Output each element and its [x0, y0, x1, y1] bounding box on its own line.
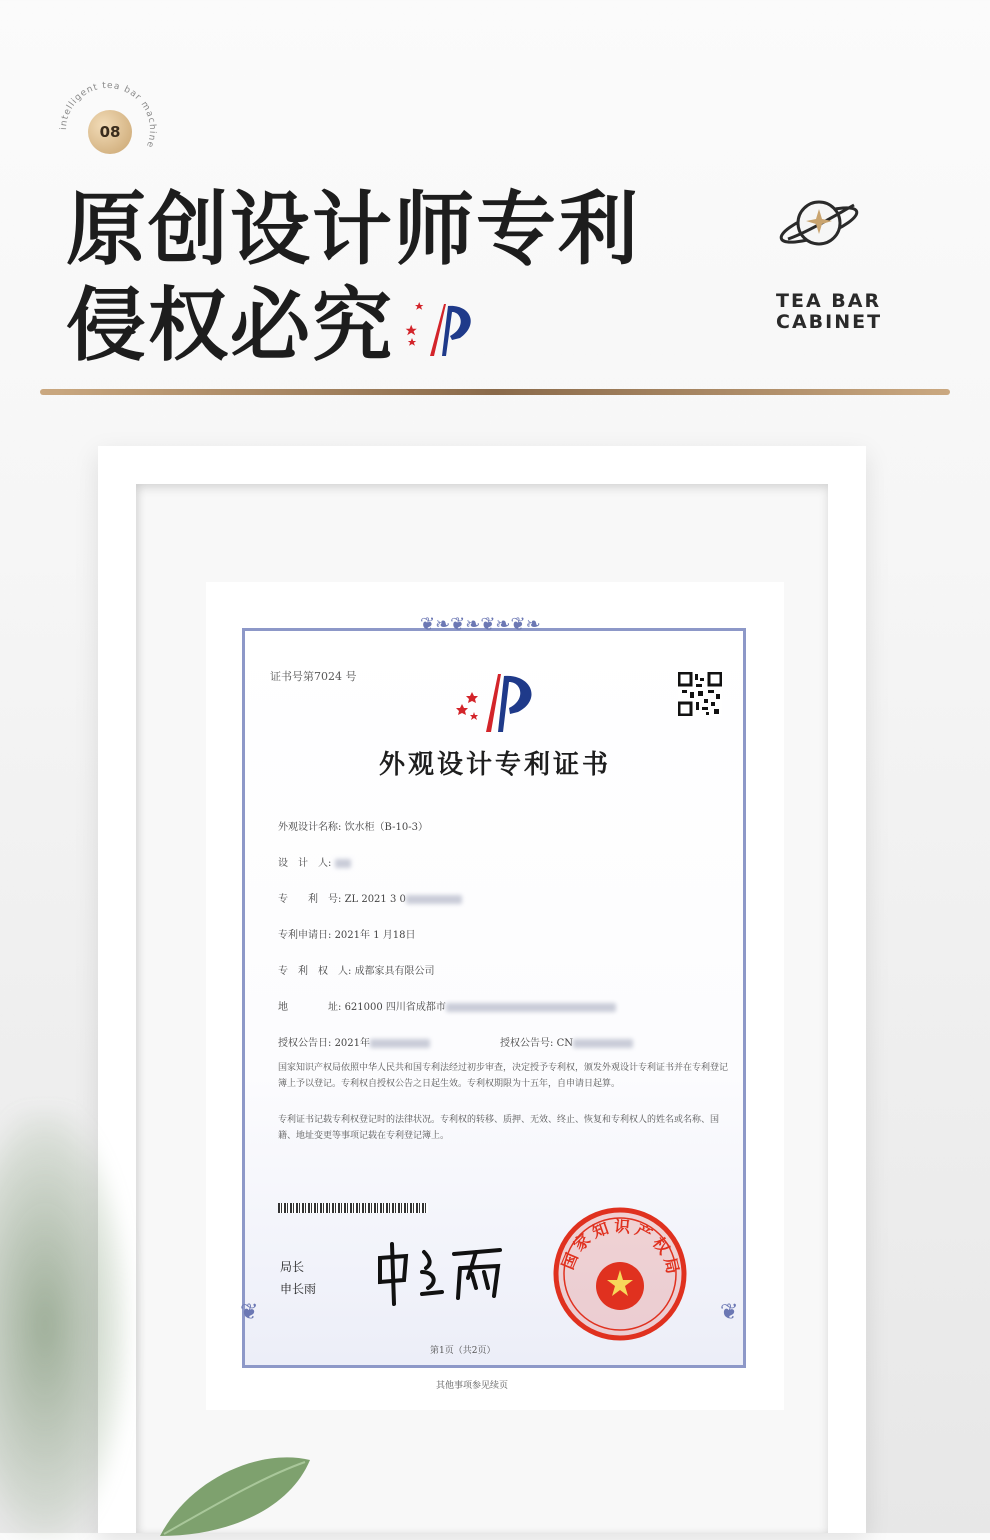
field-design-name: 外观设计名称: 饮水柜（B-10-3）: [278, 822, 428, 833]
blurred-plant: [0, 1110, 130, 1540]
continuation-note: 其他事项参见续页: [436, 1381, 509, 1391]
field-address: 地 址: 621000 四川省成都市: [278, 998, 616, 1013]
field-patent-no: 专 利 号: ZL 2021 3 0: [278, 890, 462, 905]
certificate-title: 外观设计专利证书: [378, 750, 611, 780]
field-application-date: 专利申请日: 2021年 1 月18日: [278, 930, 416, 941]
brand-logo: [776, 195, 906, 333]
title-line-1: 原创设计师专利: [66, 183, 640, 276]
corner-ornament-right-icon: ❦: [720, 1300, 739, 1325]
page-title: [66, 182, 640, 374]
corner-ornament-left-icon: ❦: [240, 1300, 259, 1325]
official-seal: [550, 1204, 690, 1344]
gold-divider: [40, 389, 950, 395]
top-ornament-icon: ❦❧❦❧❦❧❦❧: [420, 614, 541, 635]
planet-star-icon: [776, 195, 862, 255]
field-designer: 设 计 人:: [278, 854, 351, 869]
svg-text:intelligent tea bar machine: intelligent tea bar machine: [58, 80, 158, 150]
certificate-paragraph-1: 国家知识产权局依照中华人民共和国专利法经过初步审查，决定授予专利权，颁发外观设计专利证书并在专利登记簿上予以登记。专利权自授权公告之日起生效。专利权期限为十五年，自申请日起算。: [278, 1063, 729, 1089]
svg-text:国家知识产权局: 国家知识产权局: [558, 1216, 684, 1280]
qr-code-icon: [678, 672, 722, 716]
section-badge: [58, 80, 158, 180]
cnipa-logo-icon: [452, 670, 542, 734]
director-name: 申长雨: [280, 1282, 317, 1296]
director-signature: [372, 1238, 507, 1308]
certificate-number: 证书号第7024 号: [270, 670, 357, 683]
director-block: [280, 1256, 316, 1300]
leaf-decoration: [150, 1448, 320, 1538]
field-patentee: 专 利 权 人: 成都家具有限公司: [278, 966, 435, 977]
field-grant-number: 授权公告号: CN: [500, 1034, 633, 1049]
patent-logo-icon: [400, 296, 480, 360]
brand-line-2: CABINET: [776, 311, 883, 333]
brand-line-1: TEA BAR: [776, 290, 882, 312]
certificate-paragraph-2: 专利证书记载专利权登记时的法律状况。专利权的转移、质押、无效、终止、恢复和专利权人的姓名或名称、国籍、地址变更等事项记载在专利登记簿上。: [278, 1115, 720, 1141]
director-title: 局长: [280, 1260, 305, 1274]
field-grant-date: 授权公告日: 2021年: [278, 1034, 430, 1049]
badge-number: 08: [88, 110, 132, 154]
page-number: 第1页（共2页）: [430, 1346, 496, 1356]
title-line-2: 侵权必究: [66, 279, 394, 372]
barcode: [278, 1203, 428, 1213]
